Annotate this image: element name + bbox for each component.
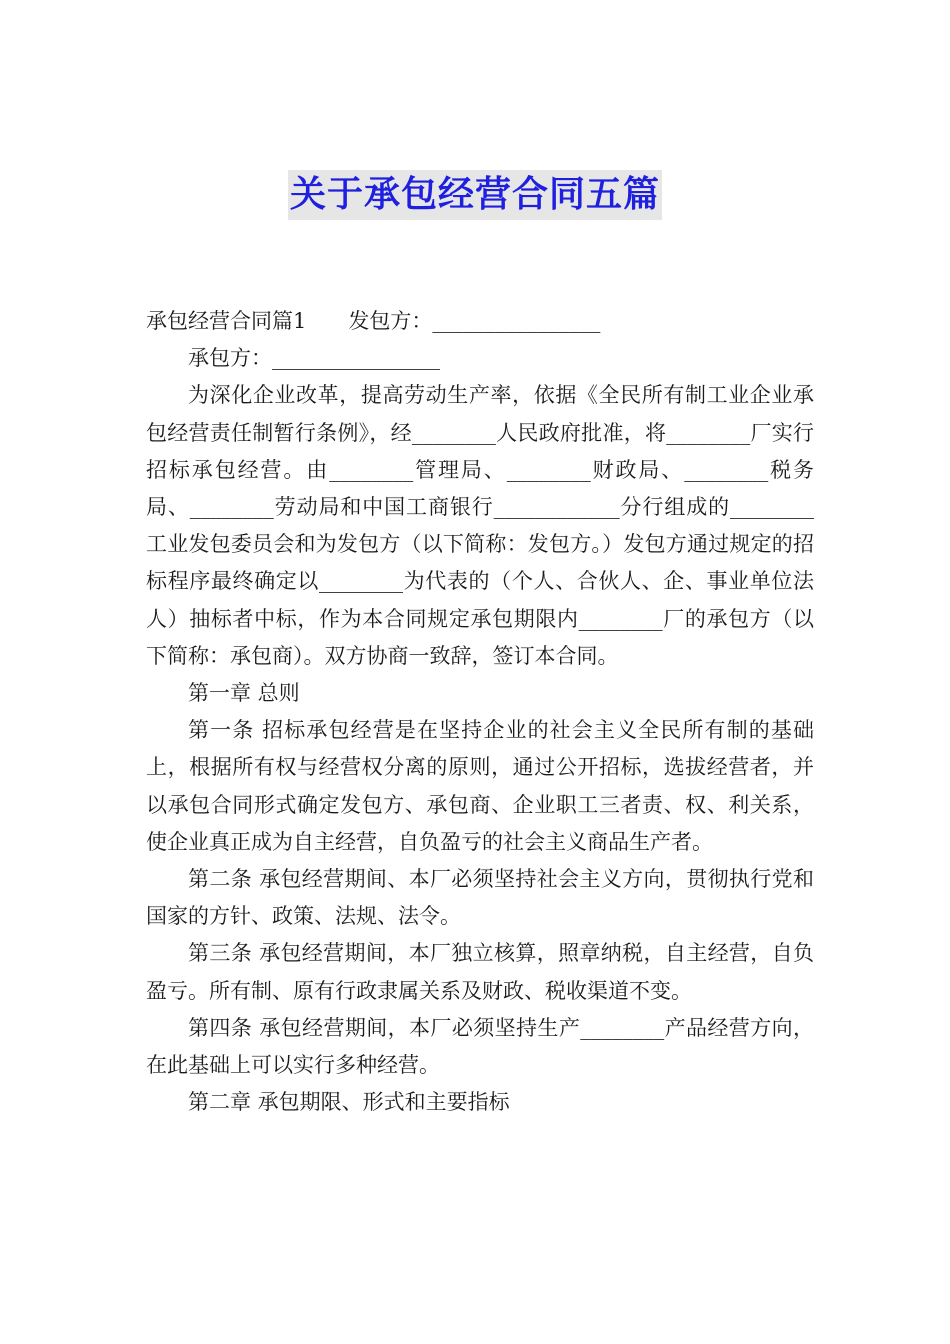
article-3: 第三条 承包经营期间，本厂独立核算，照章纳税，自主经营，自负盈亏。所有制、原有行政隶属关系及财政、税收渠道不变。 [146, 941, 814, 1003]
chapter-2-heading: 第二章 承包期限、形式和主要指标 [188, 1090, 510, 1115]
article-4: 第四条 承包经营期间，本厂必须坚持生产________产品经营方向，在此基础上可以实行多种经营。 [146, 1015, 814, 1078]
contractor-line: 承包方：________________ [188, 346, 440, 371]
chapter-1-heading: 第一章 总则 [188, 681, 300, 706]
document-body [146, 303, 814, 1121]
article-1: 第一条 招标承包经营是在坚持企业的社会主义全民所有制的基础上，根据所有权与经营权分离的原则，通过公开招标，选拔经营者，并以承包合同形式确定发包方、承包商、企业职工三者责、权、利关系，使企业真正成为自主经营，自负盈亏的社会主义商品生产者。 [146, 718, 814, 854]
contract-heading-line: 承包经营合同篇1 发包方：________________ [146, 309, 601, 333]
article-2: 第二条 承包经营期间、本厂必须坚持社会主义方向，贯彻执行党和国家的方针、政策、法规、法令。 [146, 867, 814, 929]
document-title [0, 170, 950, 220]
preamble-paragraph: 为深化企业改革，提高劳动生产率，依据《全民所有制工业企业承包经营责任制暂行条例》，经________人民政府批准，将________厂实行招标承包经营。由________管理局、________财政局、________税务局、________劳动局和中国工商银行____________分行组成的________工业发包委员会和为发包方（以下简称：发包方。）发包方通过规定的招标程序最终确定以________为代表的（个人、合伙人、企、事业单位法人）抽标者中标，作为本合同规定承包期限内________厂的承包方（以下简称：承包商）。双方协商一致辞，签订本合同。 [146, 383, 814, 668]
document-title-text: 关于承包经营合同五篇 [288, 170, 662, 220]
